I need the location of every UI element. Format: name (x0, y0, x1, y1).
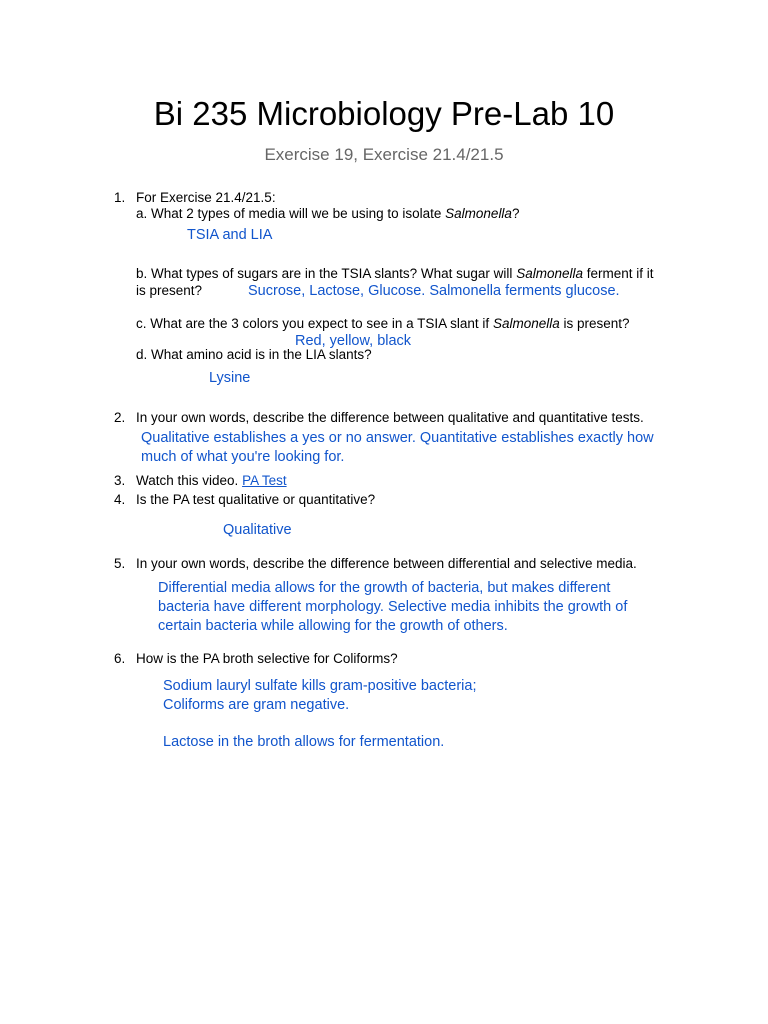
question-2: In your own words, describe the difference between qualitative and quantitative tests. (136, 410, 644, 425)
question-number: 3. (114, 473, 126, 488)
question-3 (136, 472, 287, 489)
page-subtitle: Exercise 19, Exercise 21.4/21.5 (264, 145, 504, 164)
answer-6-line2: Coliforms are gram negative. (163, 697, 350, 713)
question-text: a. What 2 types of media will we be using to isolate (136, 206, 446, 221)
question-5: In your own words, describe the difference between differential and selective media. (136, 556, 637, 571)
answer-6-line1: Sodium lauryl sulfate kills gram-positive bacteria; (163, 678, 477, 694)
answer-4: Qualitative (223, 522, 292, 538)
answer-6-line3: Lactose in the broth allows for fermentation. (163, 734, 445, 750)
question-number: 4. (114, 492, 126, 507)
question-text: ? (511, 206, 520, 221)
question-1d: d. What amino acid is in the LIA slants? (136, 347, 372, 362)
pa-test-link[interactable]: PA Test (242, 473, 287, 488)
page-title: Bi 235 Microbiology Pre-Lab 10 (153, 95, 615, 132)
question-1b-line2: is present? (136, 283, 203, 298)
question-1a (136, 205, 519, 222)
question-4: Is the PA test qualitative or quantitative? (136, 492, 376, 507)
question-text: Watch this video. (136, 473, 239, 488)
question-6: How is the PA broth selective for Coliforms? (136, 651, 398, 666)
question-text: b. What types of sugars are in the TSIA slants? What sugar will (136, 266, 517, 281)
question-number: 6. (114, 651, 126, 666)
answer-1a: TSIA and LIA (187, 227, 273, 243)
answer-2-line2: much of what you're looking for. (141, 449, 345, 465)
question-number: 2. (114, 410, 126, 425)
answer-1c: Red, yellow, black (295, 333, 412, 349)
answer-2-line1: Qualitative establishes a yes or no answer. Quantitative establishes exactly how (141, 430, 654, 446)
answer-5-line2: bacteria have different morphology. Selective media inhibits the growth of (158, 599, 628, 615)
question-number: 5. (114, 556, 126, 571)
answer-5-line1: Differential media allows for the growth of bacteria, but makes different (158, 580, 611, 596)
question-text: ferment if it (582, 266, 654, 281)
italic-term: Salmonella (492, 316, 560, 331)
italic-term: Salmonella (445, 206, 512, 221)
answer-1b: Sucrose, Lactose, Glucose. Salmonella ferments glucose. (248, 283, 620, 299)
question-1c (136, 315, 630, 332)
question-text: c. What are the 3 colors you expect to see in a TSIA slant if (136, 316, 493, 331)
answer-1d: Lysine (209, 370, 251, 386)
question-text: is present? (559, 316, 630, 331)
italic-term: Salmonella (516, 266, 583, 281)
question-1b (136, 265, 654, 282)
question-number: 1. (114, 190, 126, 205)
question-1-intro: For Exercise 21.4/21.5: (136, 190, 276, 205)
answer-5-line3: certain bacteria while allowing for the growth of others. (158, 618, 508, 634)
